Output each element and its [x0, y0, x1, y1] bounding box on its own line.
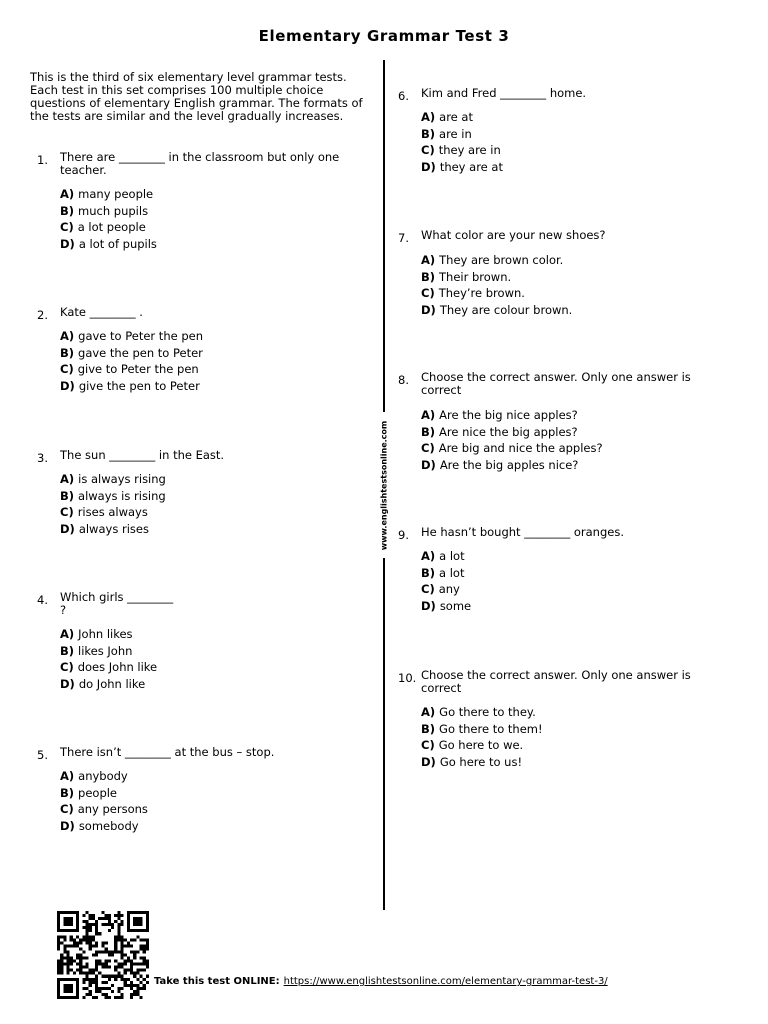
question-text: Kate ________ . [60, 305, 143, 319]
question-number: 1. [37, 153, 48, 167]
option-c[interactable] [421, 737, 543, 754]
option-d[interactable] [421, 159, 503, 176]
option-text: many people [78, 187, 154, 201]
option-letter: B) [421, 269, 436, 284]
option-text: Their brown. [439, 269, 512, 284]
option-list [60, 626, 157, 692]
option-list [60, 186, 157, 252]
option-b[interactable] [421, 126, 503, 143]
option-letter: A) [421, 549, 436, 563]
option-d[interactable] [421, 598, 471, 615]
option-text: a lot people [77, 220, 146, 234]
option-a[interactable] [60, 186, 157, 203]
option-letter: C) [60, 660, 74, 674]
question-1 [37, 151, 357, 261]
question-number: 6. [398, 89, 409, 103]
option-text: they are at [439, 159, 503, 174]
question-5 [37, 746, 357, 846]
option-d[interactable] [60, 676, 157, 693]
option-a[interactable] [421, 407, 603, 424]
intro-paragraph: This is the third of six elementary level grammar tests. Each test in this set comprises 100 multiple choice questions of elementary English grammar. The formats of the tests are similar and the level gradually increases. [30, 70, 363, 123]
option-text: John likes [78, 627, 133, 641]
question-text: What color are your new shoes? [421, 228, 606, 242]
option-d[interactable] [60, 378, 203, 395]
option-text: They’re brown. [438, 286, 525, 300]
question-text: There are ________ in the classroom but only one teacher. [60, 150, 340, 177]
option-letter: D) [60, 378, 75, 393]
option-b[interactable] [60, 345, 203, 362]
question-text: Kim and Fred ________ home. [421, 86, 587, 100]
option-c[interactable] [60, 219, 157, 236]
option-text: do John like [78, 676, 146, 691]
option-text: gave the pen to Peter [78, 345, 203, 360]
option-text: a lot of pupils [78, 236, 157, 251]
option-b[interactable] [421, 565, 471, 582]
option-text: any [438, 582, 460, 596]
option-letter: D) [60, 676, 75, 691]
option-letter: B) [421, 424, 436, 439]
option-d[interactable] [421, 457, 603, 474]
option-b[interactable] [421, 721, 543, 738]
option-c[interactable] [60, 504, 166, 521]
option-d[interactable] [60, 521, 166, 538]
option-d[interactable] [421, 754, 543, 771]
option-text: is always rising [78, 472, 166, 486]
option-text: they are in [438, 143, 501, 157]
qr-code-icon[interactable] [57, 911, 149, 999]
question-text: He hasn’t bought ________ oranges. [421, 525, 624, 539]
question-number: 5. [37, 748, 48, 762]
option-letter: A) [421, 110, 436, 124]
question-number: 2. [37, 308, 48, 322]
option-letter: D) [60, 818, 75, 833]
option-text: likes John [78, 643, 133, 658]
option-text: much pupils [78, 203, 149, 218]
option-text: always is rising [78, 488, 166, 503]
option-list [421, 704, 543, 770]
option-text: Are nice the big apples? [439, 424, 578, 439]
option-b[interactable] [60, 488, 166, 505]
option-text: a lot [439, 565, 465, 580]
option-b[interactable] [421, 269, 572, 286]
question-2 [37, 306, 357, 406]
option-list [60, 471, 166, 537]
option-letter: D) [421, 457, 436, 472]
option-list [421, 109, 503, 175]
option-a[interactable] [421, 252, 572, 269]
question-number: 4. [37, 593, 48, 607]
option-letter: C) [60, 802, 74, 816]
option-text: any persons [77, 802, 148, 816]
question-3 [37, 449, 357, 549]
option-letter: B) [421, 565, 436, 580]
option-letter: A) [60, 329, 75, 343]
option-text: They are brown color. [439, 253, 564, 267]
option-text: does John like [77, 660, 158, 674]
option-letter: D) [60, 236, 75, 251]
option-text: anybody [78, 769, 128, 783]
question-number: 9. [398, 528, 409, 542]
option-d[interactable] [60, 236, 157, 253]
option-letter: A) [60, 769, 75, 783]
question-9 [398, 526, 718, 626]
question-number: 8. [398, 373, 409, 387]
option-letter: C) [421, 738, 435, 752]
option-list [60, 328, 203, 394]
option-letter: C) [421, 143, 435, 157]
option-text: Are the big apples nice? [439, 457, 579, 472]
option-c[interactable] [421, 285, 572, 302]
option-letter: C) [60, 505, 74, 519]
option-letter: B) [60, 345, 75, 360]
question-text: Which girls ________ ? [60, 590, 174, 617]
option-letter: D) [421, 754, 436, 769]
option-c[interactable] [60, 361, 203, 378]
question-number: 7. [398, 231, 409, 245]
option-text: always rises [78, 521, 149, 536]
option-text: people [78, 785, 118, 800]
site-label [371, 412, 397, 558]
option-letter: C) [421, 286, 435, 300]
question-text: Choose the correct answer. Only one answer is correct [421, 370, 691, 397]
option-letter: D) [421, 598, 436, 613]
option-text: somebody [78, 818, 139, 833]
question-4 [37, 591, 357, 701]
option-a[interactable] [60, 471, 166, 488]
option-text: gave to Peter the pen [78, 329, 203, 343]
question-text: The sun ________ in the East. [60, 448, 225, 462]
option-list [421, 252, 572, 318]
option-letter: A) [60, 187, 75, 201]
option-text: Are big and nice the apples? [438, 441, 603, 455]
option-letter: B) [60, 643, 75, 658]
question-number: 3. [37, 451, 48, 465]
option-text: Go here to we. [438, 738, 524, 752]
option-b[interactable] [60, 203, 157, 220]
option-letter: B) [421, 126, 436, 141]
option-letter: D) [421, 159, 436, 174]
option-letter: A) [60, 472, 75, 486]
option-list [421, 548, 471, 614]
footer-label: Take this test ONLINE: [154, 976, 280, 987]
footer [154, 976, 608, 987]
option-letter: D) [60, 521, 75, 536]
option-letter: A) [60, 627, 75, 641]
option-text: give to Peter the pen [77, 362, 199, 376]
test-online-link[interactable]: https://www.englishtestsonline.com/elementary-grammar-test-3/ [283, 976, 608, 987]
option-list [60, 768, 148, 834]
option-letter: A) [421, 705, 436, 719]
option-c[interactable] [421, 440, 603, 457]
option-text: some [439, 598, 472, 613]
option-a[interactable] [421, 704, 543, 721]
option-c[interactable] [60, 659, 157, 676]
option-text: Go here to us! [439, 754, 523, 769]
question-6 [398, 87, 718, 187]
option-b[interactable] [60, 785, 148, 802]
option-a[interactable] [421, 548, 471, 565]
question-8 [398, 371, 718, 481]
option-a[interactable] [60, 768, 148, 785]
option-text: Go there to they. [439, 705, 536, 719]
option-letter: A) [421, 253, 436, 267]
option-d[interactable] [421, 302, 572, 319]
page-title: Elementary Grammar Test 3 [258, 27, 510, 45]
option-letter: A) [421, 408, 436, 422]
option-letter: D) [421, 302, 436, 317]
option-c[interactable] [421, 142, 503, 159]
option-text: a lot [439, 549, 465, 563]
site-label-text: www.englishtestsonline.com [379, 420, 389, 550]
option-a[interactable] [60, 328, 203, 345]
option-letter: C) [60, 220, 74, 234]
option-letter: B) [60, 785, 75, 800]
option-d[interactable] [60, 818, 148, 835]
question-10 [398, 669, 718, 779]
question-text: There isn’t ________ at the bus – stop. [60, 745, 275, 759]
option-text: are in [439, 126, 472, 141]
option-letter: C) [60, 362, 74, 376]
option-c[interactable] [60, 801, 148, 818]
option-letter: B) [60, 488, 75, 503]
question-text: Choose the correct answer. Only one answer is correct [421, 668, 691, 695]
option-list [421, 407, 603, 473]
option-a[interactable] [60, 626, 157, 643]
option-letter: C) [421, 582, 435, 596]
option-a[interactable] [421, 109, 503, 126]
question-number: 10. [398, 671, 417, 685]
option-letter: B) [60, 203, 75, 218]
option-text: are at [439, 110, 473, 124]
option-letter: B) [421, 721, 436, 736]
option-letter: C) [421, 441, 435, 455]
option-text: They are colour brown. [439, 302, 573, 317]
option-b[interactable] [421, 424, 603, 441]
option-text: Go there to them! [439, 721, 543, 736]
option-text: give the pen to Peter [78, 378, 200, 393]
option-text: Are the big nice apples? [439, 408, 578, 422]
option-b[interactable] [60, 643, 157, 660]
option-text: rises always [77, 505, 148, 519]
question-7 [398, 229, 718, 329]
option-c[interactable] [421, 581, 471, 598]
